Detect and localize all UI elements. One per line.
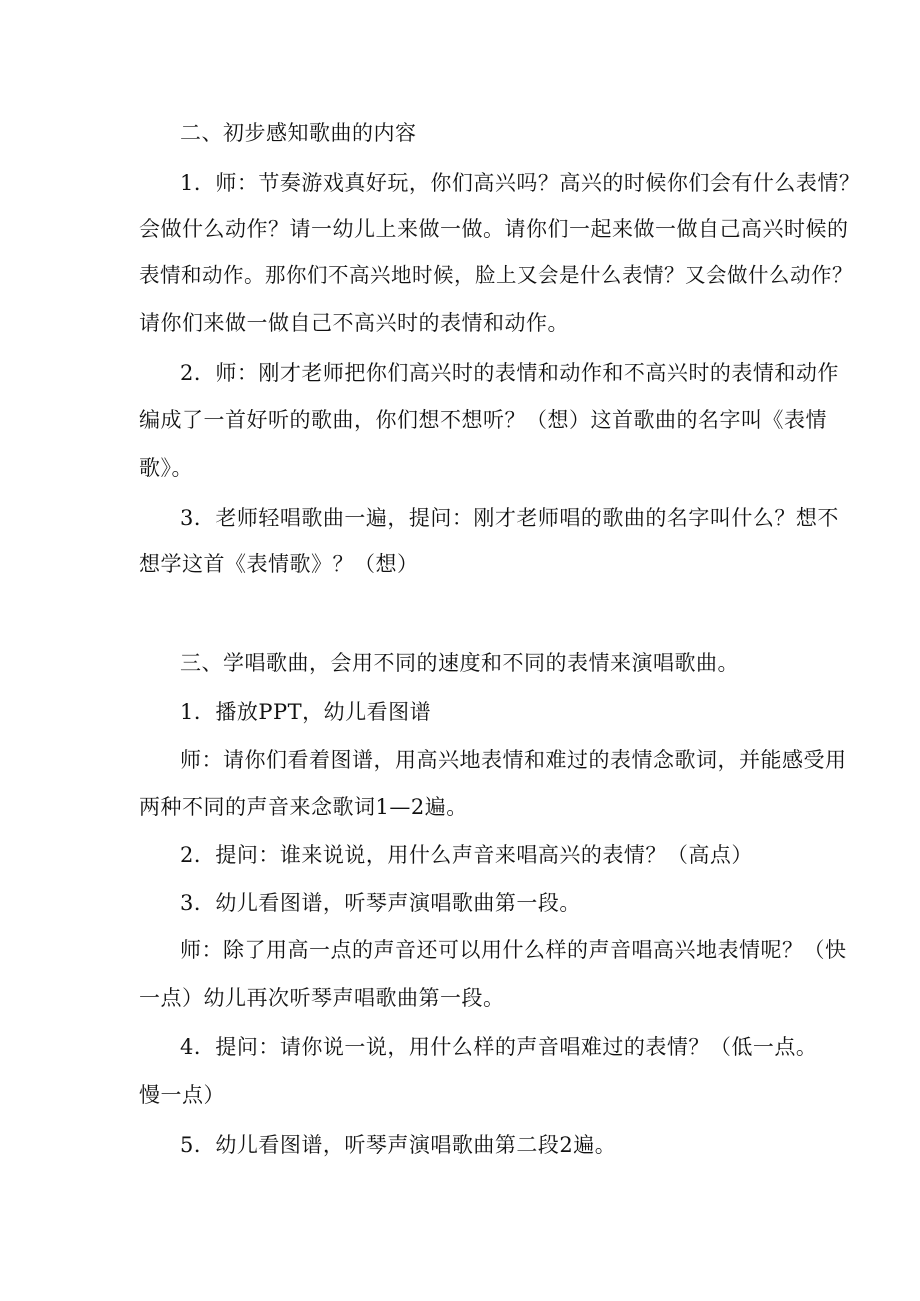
section-3-teacher-2-line-1: 师：除了用高一点的声音还可以用什么样的声音唱高兴地表情呢？（快: [180, 938, 847, 962]
section-3-item-5: 5．幼儿看图谱，听琴声演唱歌曲第二段2遍。: [180, 1133, 617, 1157]
section-2-item-1-line-3: 表情和动作。那你们不高兴地时候，脸上又会是什么表情？又会做什么动作？: [139, 263, 853, 287]
section-3-teacher-1-line-1: 师：请你们看着图谱，用高兴地表情和难过的表情念歌词，并能感受用: [180, 748, 847, 772]
section-2-item-1-line-2: 会做什么动作？请一幼儿上来做一做。请你们一起来做一做自己高兴时候的: [139, 217, 849, 241]
section-2-heading: 二、初步感知歌曲的内容: [180, 121, 417, 145]
section-3-heading: 三、学唱歌曲，会用不同的速度和不同的表情来演唱歌曲。: [180, 651, 739, 675]
section-2-item-1-line-4: 请你们来做一做自己不高兴时的表情和动作。: [139, 311, 569, 335]
section-3-teacher-1-line-2: 两种不同的声音来念歌词1—2遍。: [139, 795, 468, 819]
section-3-item-2: 2．提问：谁来说说，用什么声音来唱高兴的表情？（高点）: [180, 843, 753, 867]
section-3-item-1: 1．播放PPT，幼儿看图谱: [180, 700, 432, 724]
section-3-item-3: 3．幼儿看图谱，听琴声演唱歌曲第一段。: [180, 891, 581, 915]
section-3-item-4-line-1: 4．提问：请你说一说，用什么样的声音唱难过的表情？（低一点。: [180, 1035, 818, 1059]
section-2-item-2-line-3: 歌》。: [139, 456, 193, 480]
section-2-item-3-line-2: 想学这首《表情歌》？（想）: [139, 552, 419, 576]
section-3-teacher-2-line-2: 一点）幼儿再次听琴声唱歌曲第一段。: [139, 986, 505, 1010]
section-3-item-4-line-2: 慢一点）: [139, 1083, 225, 1107]
section-2-item-3-line-1: 3．老师轻唱歌曲一遍，提问：刚才老师唱的歌曲的名字叫什么？想不: [180, 506, 839, 530]
section-2-item-2-line-2: 编成了一首好听的歌曲，你们想不想听？（想）这首歌曲的名字叫《表情: [139, 408, 827, 432]
section-2-item-1-line-1: 1．师：节奏游戏真好玩，你们高兴吗？高兴的时候你们会有什么表情？: [180, 171, 861, 195]
section-2-item-2-line-1: 2．师：刚才老师把你们高兴时的表情和动作和不高兴时的表情和动作: [180, 361, 839, 385]
